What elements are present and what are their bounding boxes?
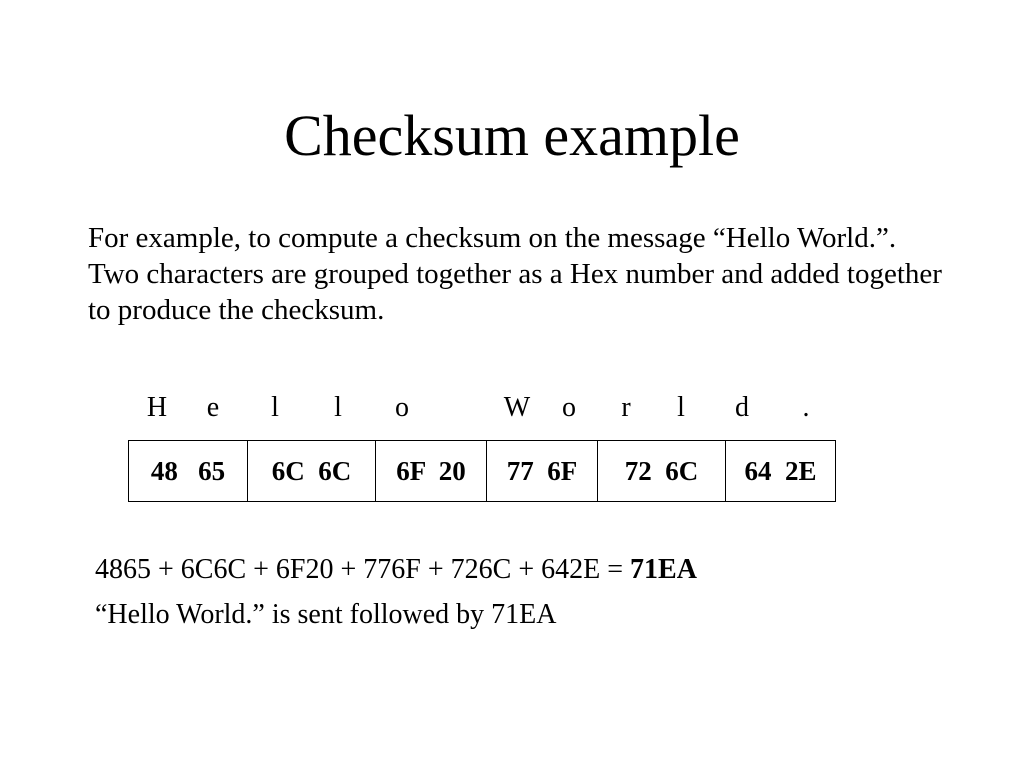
- letter-o: o: [395, 392, 409, 423]
- letter-r: r: [621, 392, 631, 423]
- hex-table: [128, 440, 836, 502]
- letter-d: d: [735, 392, 749, 423]
- message-letters: [0, 392, 1024, 432]
- letter-h: H: [146, 392, 168, 423]
- hex-row: [129, 441, 836, 502]
- hex-cell: 6C 6C: [248, 441, 376, 502]
- letter-e: e: [206, 392, 220, 423]
- hex-cell: 6F 20: [376, 441, 487, 502]
- letter-period: .: [802, 392, 810, 423]
- sum-result: 71EA: [630, 554, 697, 585]
- letter-w: W: [503, 392, 531, 423]
- letter-l-3: l: [677, 392, 685, 423]
- hex-cell: 64 2E: [726, 441, 836, 502]
- sent-line: “Hello World.” is sent followed by 71EA: [95, 599, 557, 630]
- body-paragraph: For example, to compute a checksum on the message “Hello World.”. Two characters are grouped together as a Hex number and added together to produce the checksum.: [88, 222, 942, 326]
- slide-title: Checksum example: [284, 103, 740, 168]
- hex-cell: 77 6F: [487, 441, 598, 502]
- letter-o-2: o: [562, 392, 576, 423]
- letter-l-2: l: [334, 392, 342, 423]
- letter-l-1: l: [271, 392, 279, 423]
- hex-cell: 72 6C: [598, 441, 726, 502]
- hex-cell: 48 65: [129, 441, 248, 502]
- sum-expression: 4865 + 6C6C + 6F20 + 776F + 726C + 642E =: [95, 554, 631, 585]
- sum-line: [95, 552, 697, 588]
